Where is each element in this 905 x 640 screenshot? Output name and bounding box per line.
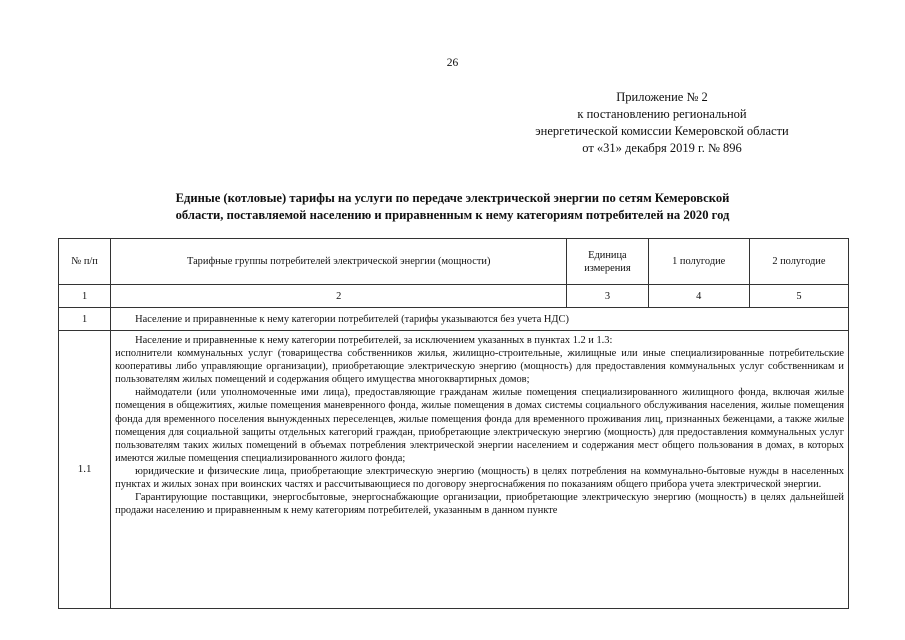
row-number: 1.1 (59, 331, 111, 609)
header-num: № п/п (59, 239, 111, 285)
appendix-line-2: к постановлению региональной (577, 107, 747, 121)
section-row (59, 308, 849, 331)
column-index: 5 (749, 285, 848, 308)
document-title (100, 190, 805, 224)
title-line-2: области, поставляемой населению и приравненным к нему категориям потребителей на 2020 год (175, 208, 730, 222)
header-unit: Единица измерения (567, 239, 648, 285)
title-line-1: Единые (котловые) тарифы на услуги по передаче электрической энергии по сетям Кемеровской (175, 191, 730, 205)
appendix-line-1: Приложение № 2 (616, 90, 708, 104)
section-number: 1 (59, 308, 111, 331)
column-index-row (59, 285, 849, 308)
tariffs-table (58, 238, 849, 609)
column-index: 2 (111, 285, 567, 308)
header-group: Тарифные группы потребителей электрической энергии (мощности) (111, 239, 567, 285)
row-paragraph: Население и приравненные к нему категории потребителей, за исключением указанных в пунктах 1.2 и 1.3: (135, 335, 613, 346)
header-half-2: 2 полугодие (749, 239, 848, 285)
row-paragraph: наймодатели (или уполномоченные ими лица), предоставляющие гражданам жилые помещения специализированного жилищного фонда, включая жилые помещения в общежитиях, жилые помещения маневренного фонда, жилые помещения в домах системы социального обслуживания населения, жилые помещения фонда для временного поселения вынужденных переселенцев, жилые помещения фонда для временного проживания лиц, признанных беженцами, а также жилые помещения для социальной защиты отдельных категорий граждан, приобретающие электрическую энергию (мощность) для предоставления коммунальных услуг пользователям таких жилых помещений в объемах потребления электрической энергии населением и содержания мест общего пользования в домах, в которых имеются жилые помещения специализированного жилого фонда; (115, 387, 844, 464)
row-description (111, 331, 849, 609)
table-row (59, 331, 849, 609)
page-number: 26 (446, 57, 459, 69)
column-index: 3 (567, 285, 648, 308)
column-index: 1 (59, 285, 111, 308)
row-paragraph: Гарантирующие поставщики, энергосбытовые, энергоснабжающие организации, приобретающие электрическую энергию (мощность) в целях дальнейшей продажи населению и приравненным к нему категориям потребителей, указанным в данном пункте (115, 492, 844, 517)
column-index: 4 (648, 285, 749, 308)
section-title: Население и приравненные к нему категории потребителей (тарифы указываются без учета НДС) (111, 308, 849, 331)
row-paragraph: юридические и физические лица, приобретающие электрическую энергию (мощность) в целях потребления на коммунально-бытовые нужды в населенных пунктах и жилых зонах при воинских частях и рассчитывающиеся по договору энергоснабжения по показаниям общего прибора учета электрической энергии. (115, 465, 844, 491)
row-paragraph: исполнители коммунальных услуг (товарищества собственников жилья, жилищно-строительные, жилищные или иные специализированные потребительские кооперативы либо управляющие организации), приобретающие электрическую энергию (мощность) для предоставления коммунальных услуг собственникам и пользователям жилых помещений и содержания общего имущества многоквартирных домов; (115, 348, 844, 386)
appendix-line-3: энергетической комиссии Кемеровской области (535, 124, 789, 138)
appendix-line-4: от «31» декабря 2019 г. № 896 (582, 141, 742, 155)
header-half-1: 1 полугодие (648, 239, 749, 285)
appendix-header (500, 89, 824, 157)
table-header-row (59, 239, 849, 285)
